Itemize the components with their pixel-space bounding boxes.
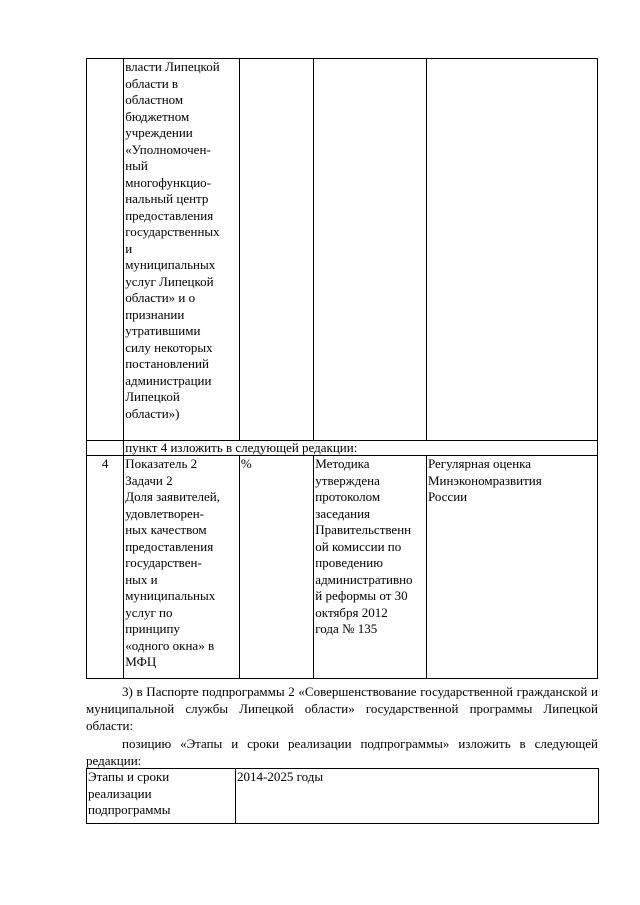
- table-row: [87, 769, 599, 824]
- desc-line: администрации: [125, 372, 212, 388]
- desc-line: Задачи 2: [125, 472, 173, 488]
- desc-line: и: [125, 240, 133, 256]
- desc-line: предоставления: [125, 207, 214, 223]
- paragraph-position-text: позицию «Этапы и сроки реализации подпрограммы» изложить в следующей редакции:: [86, 736, 598, 768]
- indicators-table: [86, 58, 598, 679]
- desc-line: области» и о: [125, 290, 196, 305]
- method-line: Правительственн: [315, 522, 412, 537]
- desc-line: Показатель 2: [125, 456, 198, 471]
- desc-line: бюджетном: [125, 108, 190, 124]
- desc-line: ных качеством: [125, 522, 207, 537]
- desc-line: Липецкой: [125, 389, 180, 404]
- desc-line: признании: [125, 306, 185, 322]
- source-line: России: [427, 489, 468, 504]
- desc-line: ный: [125, 158, 148, 173]
- stages-value-cell: 2014-2025 годы: [236, 769, 599, 824]
- paragraph-passport: [86, 683, 598, 734]
- desc-line: предоставления: [125, 538, 214, 554]
- desc-line: государственных: [125, 224, 220, 239]
- desc-line: «одного окна» в: [125, 637, 215, 653]
- cell-source-continued: [426, 59, 597, 441]
- cell-desc-continued: [124, 59, 240, 441]
- paragraph-position: [86, 735, 598, 769]
- desc-line: услуг по: [125, 604, 173, 620]
- desc-line: государствен-: [125, 555, 202, 570]
- stages-table: [86, 768, 599, 824]
- cell-unit: %: [239, 456, 313, 679]
- desc-line: области в: [125, 75, 179, 91]
- table-note: пункт 4 изложить в следующей редакции:: [124, 441, 598, 456]
- desc-line: ных и: [125, 571, 158, 587]
- cell-note-empty: [87, 441, 124, 456]
- desc-line: утратившими: [125, 323, 201, 338]
- method-line: проведению: [315, 555, 383, 570]
- method-line: административно: [315, 571, 413, 587]
- desc-line: МФЦ: [125, 654, 157, 669]
- desc-line: многофункцио-: [125, 174, 212, 190]
- table-note-row: [87, 441, 598, 456]
- desc-line: области»): [125, 405, 180, 421]
- method-line: й реформы от 30: [315, 588, 408, 603]
- paragraph-passport-text: 3) в Паспорте подпрограммы 2 «Совершенствование государственной гражданской и муниципальной службы Липецкой области» государственной программы Липецкой области:: [86, 684, 598, 733]
- stages-label-cell: Этапы и сроки реализации подпрограммы: [87, 769, 236, 824]
- cell-num-continued: [87, 59, 124, 441]
- table-row-4: [87, 456, 598, 679]
- desc-line: Доля заявителей,: [125, 489, 221, 504]
- desc-line: власти Липецкой: [125, 59, 220, 74]
- desc-line: областном: [125, 92, 184, 107]
- cell-method: [314, 456, 427, 679]
- cell-method-continued: [314, 59, 427, 441]
- method-line: года № 135: [315, 621, 378, 636]
- method-line: октября 2012: [315, 604, 388, 620]
- desc-line: нальный центр: [125, 191, 209, 206]
- desc-line: муниципальных: [125, 588, 216, 603]
- desc-line: муниципальных: [125, 257, 216, 272]
- method-line: Методика: [315, 456, 370, 471]
- desc-line: услуг Липецкой: [125, 273, 214, 289]
- method-line: утверждена: [315, 472, 380, 488]
- desc-line: «Уполномочен-: [125, 141, 211, 157]
- method-line: протоколом: [315, 489, 381, 504]
- cell-desc: [124, 456, 240, 679]
- source-line: Минэкономразвития: [427, 472, 542, 488]
- method-line: ой комиссии по: [315, 538, 402, 554]
- table-row-continued: [87, 59, 598, 441]
- desc-line: удовлетворен-: [125, 505, 205, 521]
- method-line: заседания: [315, 505, 371, 521]
- desc-line: постановлений: [125, 356, 209, 371]
- source-line: Регулярная оценка: [427, 456, 532, 471]
- cell-source: [426, 456, 597, 679]
- cell-unit-continued: [239, 59, 313, 441]
- desc-line: учреждении: [125, 125, 193, 140]
- desc-line: принципу: [125, 621, 180, 636]
- cell-num: 4: [87, 456, 124, 679]
- desc-line: силу некоторых: [125, 339, 213, 355]
